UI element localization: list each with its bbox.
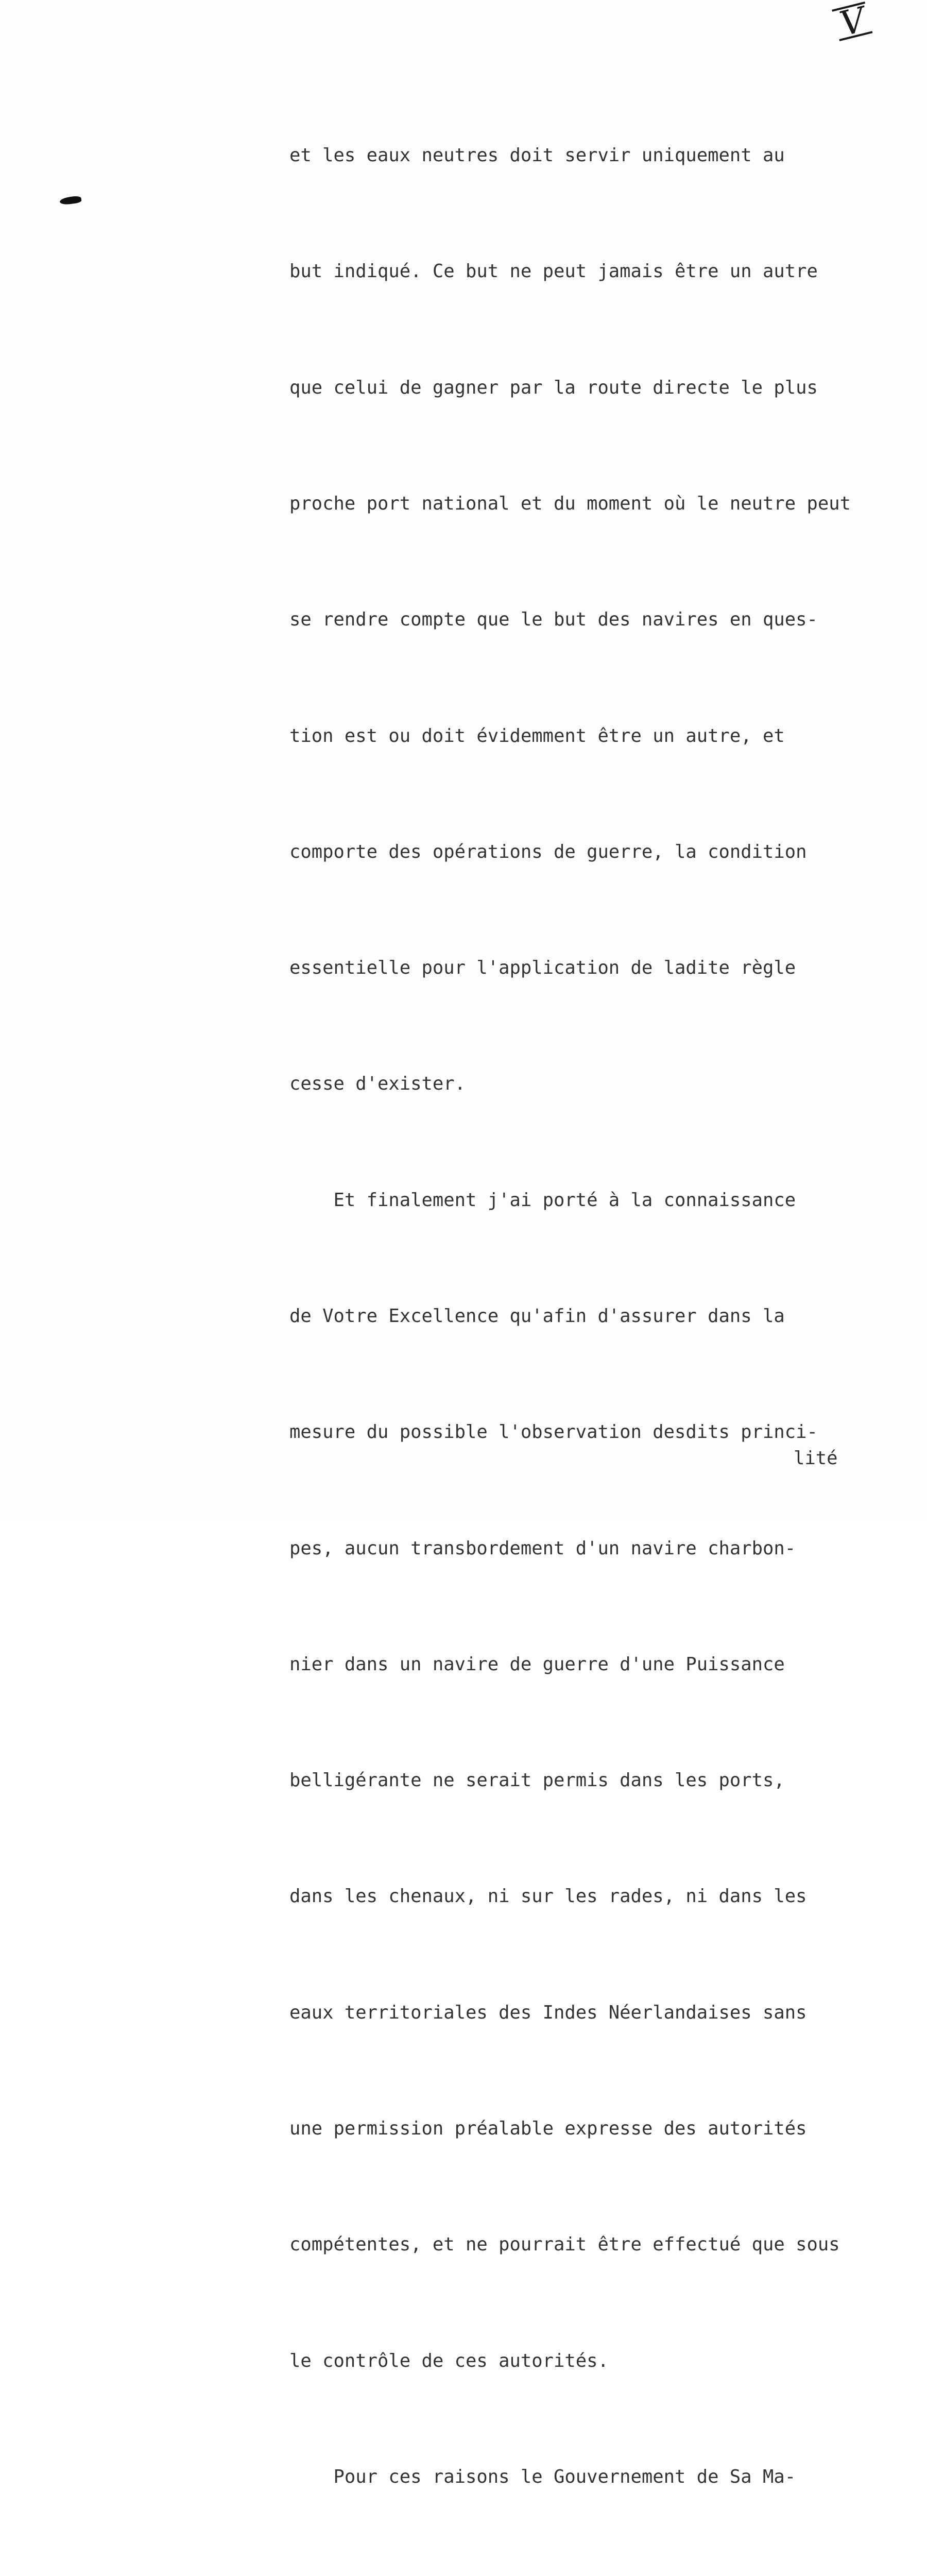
margin-ink-mark [59, 195, 82, 206]
text-line: mesure du possible l'observation desdits princi- [289, 1421, 818, 1443]
text-line: une permission préalable expresse des autorités [289, 2117, 807, 2139]
typed-body-text [289, 59, 907, 2576]
text-line: comporte des opérations de guerre, la condition [289, 841, 807, 862]
text-line: de Votre Excellence qu'afin d'assurer dans la [289, 1306, 785, 1327]
text-line: compétentes, et ne pourrait être effectué que sous [289, 2234, 840, 2256]
text-line: Et finalement j'ai porté à la connaissance [289, 1189, 796, 1211]
text-line: essentielle pour l'application de ladite règle [289, 957, 796, 979]
text-line: se rendre compte que le but des navires en ques- [289, 609, 818, 631]
text-line: tion est ou doit évidemment être un autre, et [289, 725, 785, 747]
page-number: V [836, 0, 869, 44]
text-line: et les eaux neutres doit servir uniquement au [289, 145, 785, 166]
text-line: belligérante ne serait permis dans les ports, [289, 1770, 785, 1791]
text-line: but indiqué. Ce but ne peut jamais être un autre [289, 261, 818, 282]
text-line: pes, aucun transbordement d'un navire charbon- [289, 1537, 796, 1559]
text-line [289, 2573, 907, 2576]
text-line: nier dans un navire de guerre d'une Puissance [289, 1653, 785, 1675]
text-line: le contrôle de ces autorités. [289, 2350, 609, 2371]
text-line: eaux territoriales des Indes Néerlandaises sans [289, 2002, 807, 2023]
text-line: dans les chenaux, ni sur les rades, ni dans les [289, 1886, 807, 1907]
text-line: que celui de gagner par la route directe le plus [289, 377, 818, 398]
text-line: proche port national et du moment où le neutre peut [289, 493, 851, 515]
text-line: Pour ces raisons le Gouvernement de Sa Ma- [289, 2466, 796, 2487]
catchword: lité [794, 1448, 838, 1469]
text-line: cesse d'exister. [289, 1073, 466, 1095]
